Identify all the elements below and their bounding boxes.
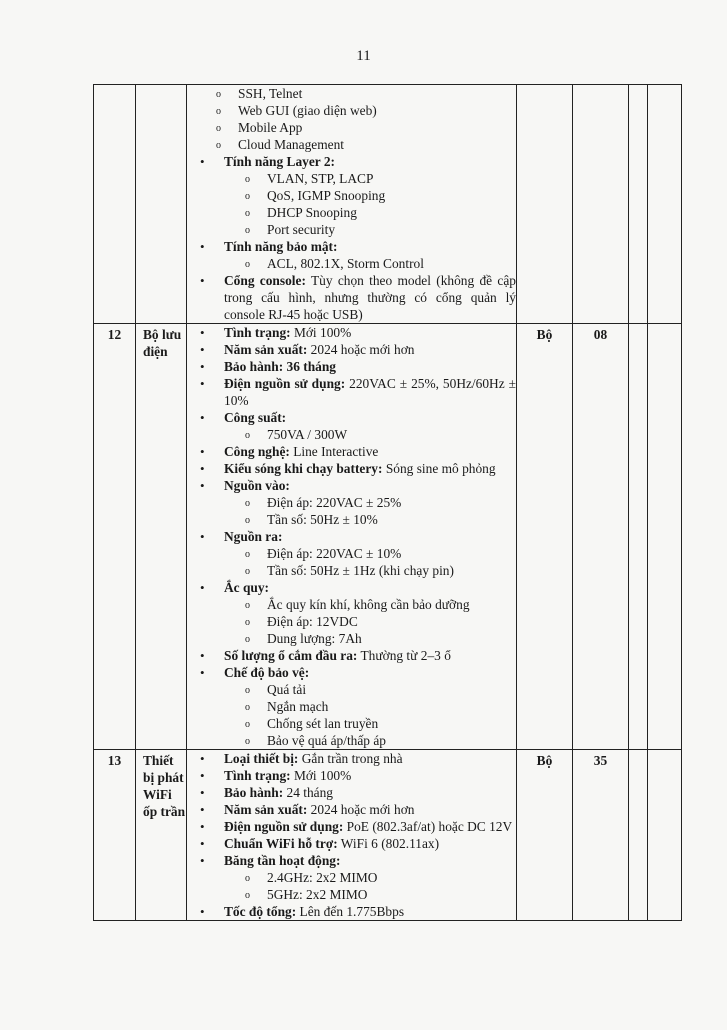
spec-label: Tình trạng: <box>224 768 291 783</box>
empty-cell <box>648 324 682 750</box>
spec-item <box>195 358 516 375</box>
spec-subitem: o Mobile App <box>195 119 516 136</box>
item-spec-cell <box>187 85 517 324</box>
spec-subitem: o 750VA / 300W <box>224 426 516 443</box>
spec-item <box>195 852 516 903</box>
item-spec-cell <box>187 750 517 921</box>
spec-subitem: o QoS, IGMP Snooping <box>224 187 516 204</box>
spec-item <box>195 153 516 238</box>
spec-subitem: o 2.4GHz: 2x2 MIMO <box>224 869 516 886</box>
spec-label: Nguồn vào: <box>224 478 290 493</box>
spec-subitem: o Chống sét lan truyền <box>224 715 516 732</box>
spec-label: Kiểu sóng khi chạy battery: <box>224 461 383 476</box>
spec-item <box>195 647 516 664</box>
spec-label: Tốc độ tổng: <box>224 904 297 919</box>
item-quantity-cell <box>573 85 629 324</box>
spec-label: Chuẩn WiFi hỗ trợ: <box>224 836 338 851</box>
spec-item <box>195 818 516 835</box>
table-row <box>94 324 682 750</box>
spec-sublist <box>224 426 516 443</box>
spec-label: Công suất: <box>224 410 287 425</box>
spec-label: Công nghệ: <box>224 444 290 459</box>
table-row <box>94 750 682 921</box>
spec-sublist <box>224 545 516 579</box>
spec-label: Bảo hành: 36 tháng <box>224 359 336 374</box>
empty-cell <box>629 750 648 921</box>
spec-item <box>195 324 516 341</box>
spec-sublist <box>224 596 516 647</box>
spec-list-wrapper <box>187 750 516 920</box>
spec-label: Điện nguồn sử dụng: <box>224 376 346 391</box>
item-quantity-cell: 35 <box>573 750 629 921</box>
spec-label: Năm sản xuất: <box>224 342 308 357</box>
spec-value: 2024 hoặc mới hơn <box>307 342 415 357</box>
spec-item <box>195 664 516 749</box>
spec-subitem: o Dung lượng: 7Ah <box>224 630 516 647</box>
page-number: 11 <box>356 48 371 64</box>
spec-table-body <box>94 85 682 921</box>
spec-subitem: o Web GUI (giao diện web) <box>195 102 516 119</box>
item-name-cell: Thiết bị phát WiFi ốp trần <box>136 750 187 921</box>
spec-item <box>195 767 516 784</box>
spec-item <box>195 784 516 801</box>
spec-sublist <box>224 494 516 528</box>
spec-label: Cổng console: <box>224 273 306 288</box>
spec-item <box>195 801 516 818</box>
spec-subitem: o Ngắn mạch <box>224 698 516 715</box>
spec-item <box>195 443 516 460</box>
spec-value: Gắn trần trong nhà <box>298 751 403 766</box>
spec-subitem: o Ắc quy kín khí, không cần bảo dưỡng <box>224 596 516 613</box>
spec-subitem: o SSH, Telnet <box>195 85 516 102</box>
spec-subitem: o VLAN, STP, LACP <box>224 170 516 187</box>
item-number-cell: 13 <box>94 750 136 921</box>
spec-item <box>195 409 516 443</box>
spec-value: Tùy chọn theo model (không đề cập trong cấu hình, nhưng thường có cổng quản lý console RJ-45 hoặc USB) <box>224 273 516 322</box>
spec-item <box>195 477 516 528</box>
empty-cell <box>648 85 682 324</box>
item-spec-cell <box>187 324 517 750</box>
spec-item <box>195 835 516 852</box>
spec-value: Sóng sine mô phỏng <box>382 461 496 476</box>
spec-label: Loại thiết bị: <box>224 751 299 766</box>
spec-sublist <box>195 85 516 153</box>
spec-item <box>195 238 516 272</box>
spec-subitem: o ACL, 802.1X, Storm Control <box>224 255 516 272</box>
spec-label: Ắc quy: <box>224 580 270 595</box>
item-name-cell: Bộ lưu điện <box>136 324 187 750</box>
spec-label: Chế độ bảo vệ: <box>224 665 310 680</box>
spec-value: Lên đến 1.775Bbps <box>296 904 405 919</box>
table-row <box>94 85 682 324</box>
spec-value: Mới 100% <box>290 768 352 783</box>
spec-item <box>195 528 516 579</box>
spec-label: Tính năng Layer 2: <box>224 154 335 169</box>
spec-label: Băng tần hoạt động: <box>224 853 341 868</box>
spec-item <box>195 579 516 647</box>
spec-list <box>195 750 516 920</box>
spec-value: Line Interactive <box>289 444 379 459</box>
item-name-cell <box>136 85 187 324</box>
spec-value: Mới 100% <box>290 325 352 340</box>
spec-list <box>195 324 516 749</box>
spec-subitem: o Điện áp: 220VAC ± 10% <box>224 545 516 562</box>
spec-item <box>195 903 516 920</box>
empty-cell <box>629 85 648 324</box>
spec-item <box>195 750 516 767</box>
spec-list-wrapper <box>187 85 516 323</box>
spec-subitem: o Điện áp: 12VDC <box>224 613 516 630</box>
spec-label: Nguồn ra: <box>224 529 283 544</box>
spec-item <box>195 272 516 323</box>
spec-sublist <box>224 681 516 749</box>
empty-cell <box>648 750 682 921</box>
spec-item <box>195 460 516 477</box>
spec-sublist <box>224 869 516 903</box>
spec-subitem: o Port security <box>224 221 516 238</box>
spec-subitem: o Bảo vệ quá áp/thấp áp <box>224 732 516 749</box>
spec-subitem: o Tần số: 50Hz ± 10% <box>224 511 516 528</box>
spec-subitem: o Cloud Management <box>195 136 516 153</box>
item-unit-cell: Bộ <box>517 324 573 750</box>
item-number-cell: 12 <box>94 324 136 750</box>
spec-value: 24 tháng <box>283 785 334 800</box>
spec-value: 220VAC ± 25%, 50Hz/60Hz ± 10% <box>224 376 516 408</box>
spec-value: Thường từ 2–3 ổ <box>357 648 451 663</box>
spec-value: WiFi 6 (802.11ax) <box>337 836 440 851</box>
spec-sublist <box>224 255 516 272</box>
spec-item <box>195 341 516 358</box>
spec-label: Bảo hành: <box>224 785 284 800</box>
spec-list-wrapper <box>187 324 516 749</box>
spec-label: Tính năng bảo mật: <box>224 239 338 254</box>
item-number-cell <box>94 85 136 324</box>
spec-value: 2024 hoặc mới hơn <box>307 802 415 817</box>
spec-subitem: o 5GHz: 2x2 MIMO <box>224 886 516 903</box>
item-unit-cell: Bộ <box>517 750 573 921</box>
empty-cell <box>629 324 648 750</box>
spec-subitem: o Điện áp: 220VAC ± 25% <box>224 494 516 511</box>
spec-subitem: o DHCP Snooping <box>224 204 516 221</box>
spec-subitem: o Tần số: 50Hz ± 1Hz (khi chạy pin) <box>224 562 516 579</box>
item-unit-cell <box>517 85 573 324</box>
spec-table <box>93 84 682 921</box>
spec-sublist <box>224 170 516 238</box>
spec-subitem: o Quá tải <box>224 681 516 698</box>
spec-label: Số lượng ổ cắm đầu ra: <box>224 648 358 663</box>
spec-label: Tình trạng: <box>224 325 291 340</box>
spec-label: Năm sản xuất: <box>224 802 308 817</box>
item-quantity-cell: 08 <box>573 324 629 750</box>
spec-item <box>195 375 516 409</box>
spec-value: PoE (802.3af/at) hoặc DC 12V <box>343 819 513 834</box>
spec-list <box>195 85 516 323</box>
spec-label: Điện nguồn sử dụng: <box>224 819 344 834</box>
